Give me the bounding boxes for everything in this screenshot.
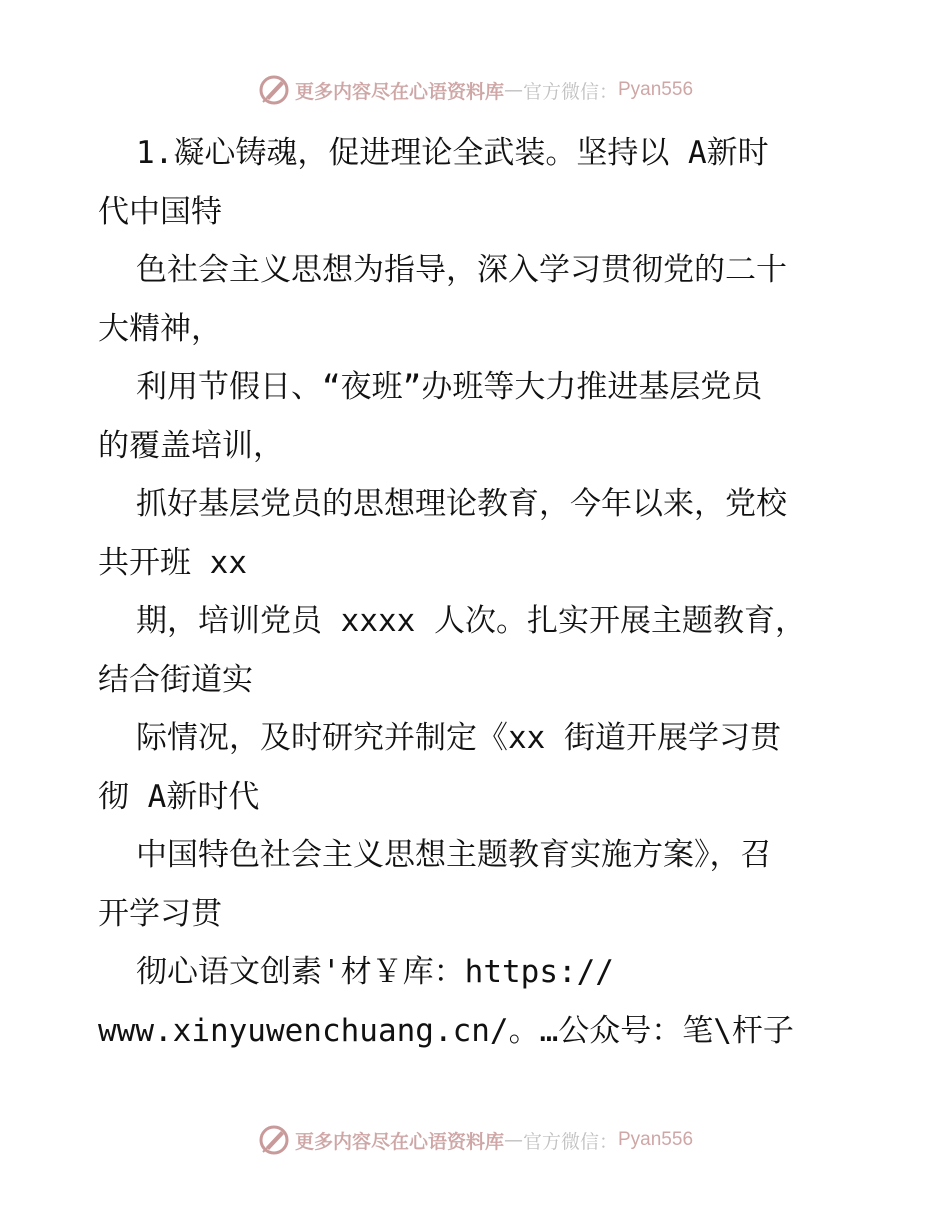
text-line: 结合街道实 [98, 661, 253, 698]
text-line: 开学习贯 [98, 895, 222, 932]
text-line: 中国特色社会主义思想主题教育实施方案》，召 [136, 837, 772, 873]
text-line: 彻 A新时代 [98, 778, 260, 815]
banner-main-text: 更多内容尽在心语资料库 [294, 80, 504, 103]
text-line: 利用节假日、“夜班”办班等大力推进基层党员 [136, 369, 763, 405]
text-line: 共开班 xx [98, 544, 247, 581]
text-line: 期，培训党员 xxxx 人次。扎实开展主题教育， [136, 603, 806, 639]
text-line: 1.凝心铸魂，促进理论全武装。坚持以 A新时 [136, 135, 769, 171]
document-body [98, 124, 858, 1060]
footer-banner [0, 1120, 950, 1160]
text-line: 彻心语文创素'材￥库：https:// [136, 954, 614, 990]
header-banner [0, 70, 950, 110]
banner-wechat-id: Pyan556 [618, 1129, 694, 1150]
text-line: www.xinyuwenchuang.cn/。…公众号：笔\杆子 [98, 1012, 794, 1049]
banner-main-text: 更多内容尽在心语资料库 [294, 1130, 504, 1153]
banner-dash: — [503, 79, 523, 101]
text-line: 抓好基层党员的思想理论教育，今年以来，党校 [136, 486, 787, 522]
banner-wechat-id: Pyan556 [618, 79, 694, 100]
text-line: 代中国特 [98, 193, 222, 230]
quill-seal-icon [257, 73, 291, 107]
text-line: 的覆盖培训， [98, 427, 284, 464]
banner-dash: — [503, 1129, 523, 1151]
quill-seal-icon [257, 1123, 291, 1157]
banner-sub-text: 官方微信： [522, 80, 618, 103]
text-line: 色社会主义思想为指导，深入学习贯彻党的二十 [136, 252, 787, 288]
banner-sub-text: 官方微信： [522, 1130, 618, 1153]
text-line: 际情况，及时研究并制定《xx 街道开展学习贯 [136, 720, 781, 756]
text-line: 大精神， [98, 310, 222, 347]
